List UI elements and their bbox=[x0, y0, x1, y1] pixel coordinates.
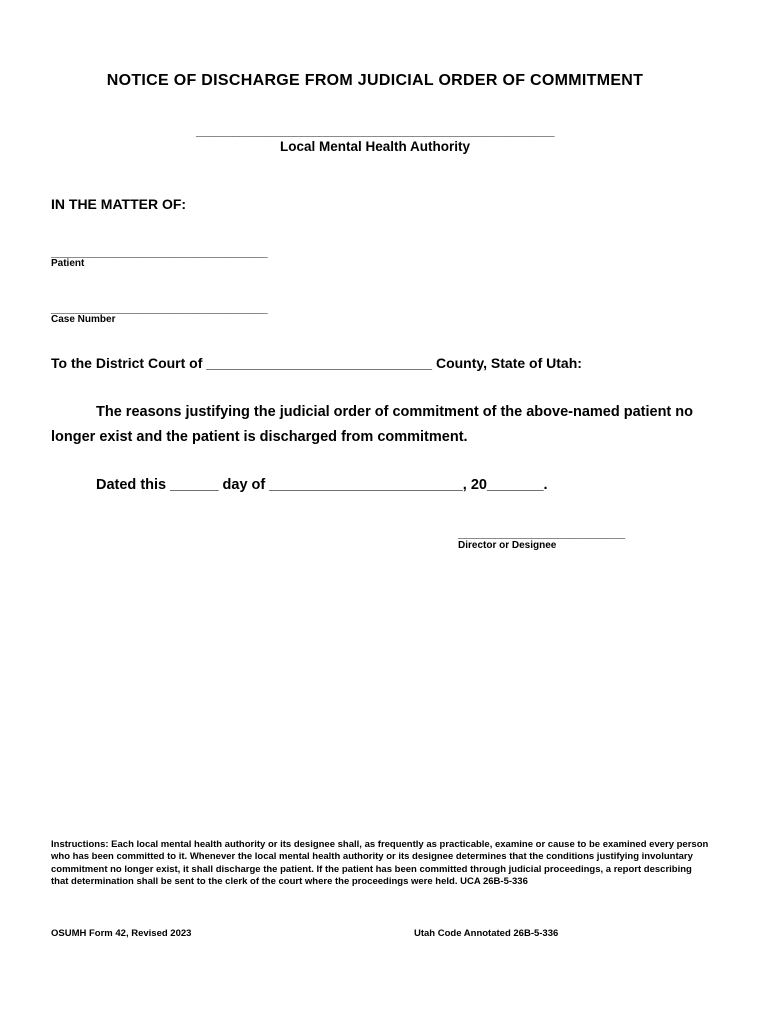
patient-blank-line: ___________________________________ bbox=[51, 245, 268, 259]
form-title: NOTICE OF DISCHARGE FROM JUDICIAL ORDER OF COMMITMENT bbox=[106, 72, 644, 89]
case-number-blank-line: ___________________________________ bbox=[51, 301, 268, 315]
instructions-paragraph: Instructions: Each local mental health authority or its designee shall, as frequently as practicable, examine or cause to be examined every person who has been committed to it. Whenever the local mental health authority or its designee determines that the conditions justifying involuntary commitment no longer exist, it shall discharge the patient. If the patient has been committed through judicial proceedings, a report describing that determination shall be sent to the clerk of the court where the proceedings were held. UCA 26B-5-336 bbox=[51, 839, 709, 887]
signature-label: Director or Designee bbox=[458, 540, 557, 551]
authority-label: Local Mental Health Authority bbox=[279, 139, 470, 154]
reasons-paragraph: The reasons justifying the judicial order of commitment of the above-named patient no longer exist and the patient is discharged from commitment. bbox=[51, 404, 693, 445]
district-court-line: To the District Court of _____________________________ County, State of Utah: bbox=[51, 355, 582, 371]
dated-line: Dated this ______ day of ________________________, 20_______. bbox=[96, 477, 548, 493]
case-number-label: Case Number bbox=[51, 314, 116, 325]
patient-label: Patient bbox=[51, 258, 85, 269]
matter-heading: IN THE MATTER OF: bbox=[51, 196, 187, 212]
code-reference: Utah Code Annotated 26B-5-336 bbox=[414, 928, 559, 939]
form-number: OSUMH Form 42, Revised 2023 bbox=[51, 928, 192, 939]
authority-blank-line: __________________________________________________________ bbox=[195, 124, 555, 138]
signature-blank-line: ___________________________ bbox=[458, 526, 625, 540]
